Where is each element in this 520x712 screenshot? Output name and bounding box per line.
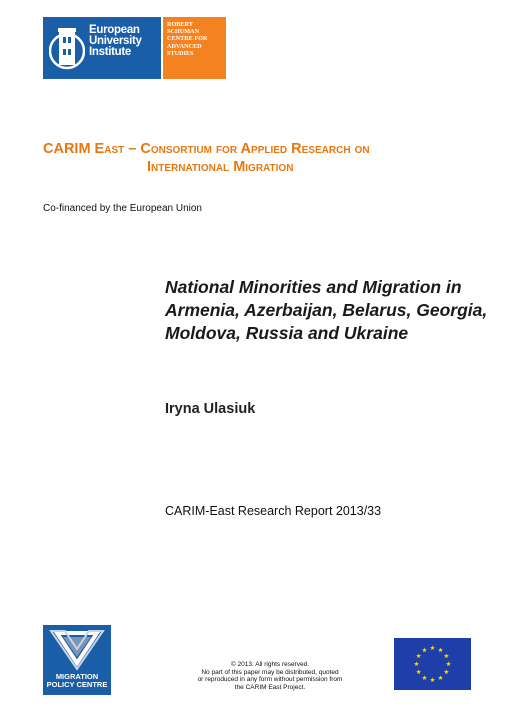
eu-stars <box>394 638 471 690</box>
rsc-logo-line5: STUDIES <box>167 49 194 57</box>
copyright-line1: © 2013. All rights reserved. <box>230 661 310 668</box>
consortium-title-line2: International Migration <box>147 159 294 175</box>
mpc-logo <box>43 625 111 695</box>
copyright-line4: the CARIM East Project. <box>234 683 306 691</box>
eu-star-icon <box>446 661 451 666</box>
rsc-logo-line4: ADVANCED <box>167 42 202 50</box>
eu-star-icon <box>444 653 449 658</box>
eu-star-icon <box>438 675 443 680</box>
mpc-logo-line1: MIGRATION <box>55 672 99 681</box>
eui-logo-line1: European <box>89 24 140 36</box>
paper-title-line1: National Minorities and Migration in <box>165 277 462 297</box>
eu-star-icon <box>422 648 427 653</box>
eu-flag-icon <box>394 638 471 690</box>
eu-star-icon <box>444 669 449 674</box>
eu-star-icon <box>422 675 427 680</box>
author-name: Iryna Ulasiuk <box>165 401 256 417</box>
eu-star-icon <box>430 677 435 682</box>
consortium-title-line1: CARIM East – Consortium for Applied Research on <box>43 141 370 157</box>
consortium-title <box>43 140 463 176</box>
eu-star-icon <box>430 645 435 650</box>
rscas-logo <box>163 17 226 79</box>
rsc-logo-line2: SCHUMAN <box>167 28 199 36</box>
paper-title-line2: Armenia, Azerbaijan, Belarus, Georgia, <box>165 300 488 320</box>
tower-icon <box>49 23 85 73</box>
mpc-logo-line2: POLICY CENTRE <box>46 680 108 689</box>
copyright-notice <box>170 661 370 691</box>
rsc-logo-line3: CENTRE FOR <box>167 35 208 43</box>
eui-logo-line2: University <box>89 35 142 47</box>
eui-logo-line3: Institute <box>89 46 132 58</box>
report-number: CARIM-East Research Report 2013/33 <box>165 504 382 518</box>
paper-title <box>165 276 505 345</box>
eu-star-icon <box>416 669 421 674</box>
eu-star-icon <box>416 653 421 658</box>
cofinanced-note: Co-financed by the European Union <box>43 203 202 214</box>
eu-star-icon <box>438 648 443 653</box>
copyright-line3: or reproduced in any form without permission from <box>197 676 343 683</box>
eu-star-icon <box>414 661 419 666</box>
eui-logo <box>43 17 161 79</box>
rsc-logo-line1: ROBERT <box>167 21 193 28</box>
mpc-emblem-icon <box>43 625 111 673</box>
copyright-line2: No part of this paper may be distributed, quoted <box>201 668 339 676</box>
paper-title-line3: Moldova, Russia and Ukraine <box>165 323 409 343</box>
